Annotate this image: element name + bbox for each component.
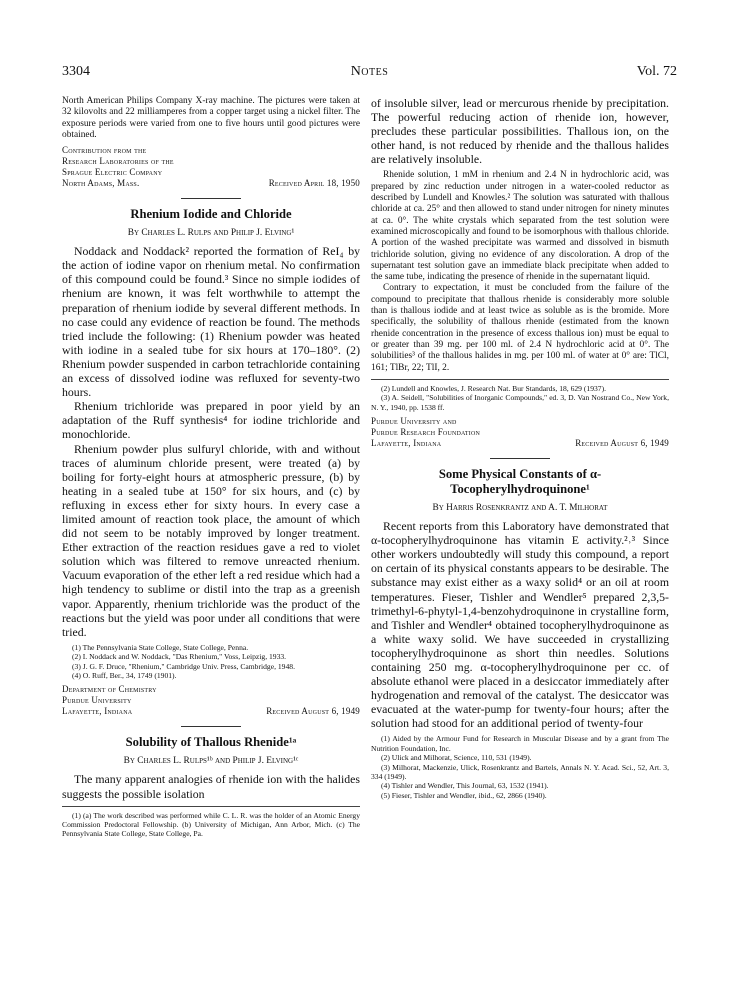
footnote: (1) Aided by the Armour Fund for Research in Muscular Disease and by a grant from The Nutrition Foundation, Inc. <box>371 734 669 753</box>
footnote-rule <box>371 379 669 380</box>
running-header <box>62 64 677 80</box>
body-paragraph: Noddack and Noddack² reported the formation of ReI₄ by the action of iodine vapor on rhenium metal. No confirmation of this compound could be found.³ Since no simple iodides of rhenium are known, it was felt worthwhile to attempt the preparation of rhenium iodide by several different methods. In no case could any evidence of reaction be found. The methods tried include the following: (1) Rhenium powder was heated with iodine in a sealed tube for six hours at 170–180°. (2) Rhenium powder suspended in carbon tetrachloride containing an excess of dissolved iodine was refluxed for seventy-two hours. <box>62 244 360 400</box>
footnote: (3) Milhorat, Mackenzie, Ulick, Rosenkrantz and Bartels, Annals N. Y. Acad. Sci., 52, Art. 3, 334 (1949). <box>371 762 669 782</box>
affiliation-line: Purdue University and <box>371 416 457 427</box>
affiliation-received <box>371 438 669 449</box>
article-title-rhenium-iodide: Rhenium Iodide and Chloride <box>130 207 292 222</box>
footnote: (2) Ulick and Milhorat, Science, 110, 531 (1949). <box>381 753 532 763</box>
body-paragraph: Recent reports from this Laboratory have demonstrated that α-tocopherylhydroquinone has vitamin E activity.²˒³ Since other workers undoubtedly will study this compound, a report on certain of its physical constants appears to be desirable. The substance may exist either as a waxy solid⁴ or an oil at room temperatures. Fieser, Tishler and Wendler⁵ prepared 2,3,5-trimethyl-6-phytyl-1,4-benzohydroquinone in crystalline form, and Tishler and Wendler⁴ obtained tocopherylhydroquinone as a white waxy solid. We have succeeded in crystallizing tocopherylhydroquinone as short thin needles. Solutions containing 250 mg. α-tocopherylhydroquinone per cc. of absolute ethanol were placed in a desiccator immediately after hydrogenation and removal of the catalyst. The desiccator was evacuated at the water-pump for twenty-four hours; after the solution had stood for an additional period of twenty-four <box>371 519 669 731</box>
byline-tocopherylhydroquinone: By Harris Rosenkrantz and A. T. Milhorat <box>432 503 608 514</box>
article-divider <box>181 726 241 727</box>
body-paragraph: Rhenium trichloride was prepared in poor yield by an adaptation of the Ruff synthesis⁴ for iodine trichloride and monochloride. <box>62 399 360 442</box>
article-divider <box>490 458 550 459</box>
footnote: (1) The Pennsylvania State College, State College, Penna. <box>72 642 249 652</box>
received-date: Received August 6, 1949 <box>266 706 360 717</box>
page-number: 3304 <box>62 64 90 79</box>
affiliation-line: Purdue Research Foundation <box>371 427 481 438</box>
prev-affiliation-line: Sprague Electric Company <box>62 167 163 178</box>
article-title-tocopherylhydroquinone: Some Physical Constants of α-Tocopherylhydroquinone¹ <box>438 467 602 497</box>
affiliation-city: Lafayette, Indiana <box>371 438 442 449</box>
footnote: (2) Lundell and Knowles, J. Research Nat. Bur Standards, 18, 629 (1937). <box>381 383 607 393</box>
article-title-thallous-rhenide: Solubility of Thallous Rhenide¹ᵃ <box>125 735 297 750</box>
prev-affiliation-city: North Adams, Mass. <box>62 178 140 189</box>
footnote: (5) Fieser, Tishler and Wendler, ibid., 62, 2866 (1940). <box>381 790 547 800</box>
prev-affiliation-line: Contribution from the <box>62 145 147 156</box>
right-column <box>371 96 669 800</box>
prev-affiliation-received <box>62 178 360 189</box>
volume-label: Vol. 72 <box>636 64 677 79</box>
footnote: (4) O. Ruff, Ber., 34, 1749 (1901). <box>72 671 177 681</box>
journal-section: Notes <box>350 64 389 79</box>
byline-thallous-rhenide: By Charles L. Rulps¹ᵇ and Philip J. Elving¹ᶜ <box>123 756 299 767</box>
body-paragraph: Rhenium powder plus sulfuryl chloride, with and without traces of aluminum chloride present, were treated (a) by boiling for forty-eight hours at atmospheric pressure, (b) by heating in a sealed tube at 150° for six hours, and (c) by refluxing in excess ether for sixty hours. In every case a limited amount of reaction took place, the amount of which did not seem to be notably improved by longer treatment. Ether extraction of the reaction residues gave a red to violet solution which was filtered to remove unreacted rhenium. Vacuum evaporation of the ether left a red residue which had a high tendency to sublime or distil into the trap as a greenish vapor. Apparently, rhenium trichloride was the product of the reactions but the yield was poor under all conditions that were tried. <box>62 441 360 639</box>
affiliation-city: Lafayette, Indiana <box>62 706 133 717</box>
affiliation-line: Department of Chemistry <box>62 684 157 695</box>
footnote: (3) J. G. F. Druce, "Rhenium," Cambridge Univ. Press, Cambridge, 1948. <box>72 661 295 671</box>
prev-received-date: Received April 18, 1950 <box>268 178 360 189</box>
footnote-rule <box>62 806 360 807</box>
prev-affiliation-line: Research Laboratories of the <box>62 156 174 167</box>
body-paragraph: The many apparent analogies of rhenide ion with the halides suggests the possible isolation <box>62 772 360 801</box>
article-divider <box>181 198 241 199</box>
affiliation-received <box>62 706 360 717</box>
previous-article-tail: North American Philips Company X-ray machine. The pictures were taken at 32 kilovolts and 22 milliamperes from a copper target using a nickel filter. The exposure periods were varied from one to five hours until good pictures were obtained. <box>62 96 360 140</box>
footnote: (1) (a) The work described was performed while C. L. R. was the holder of an Atomic Energy Commission Predoctoral Fellowship. (b) University of Michigan, Ann Arbor, Mich. (c) The Pennsylvania State College, State College, Pa. <box>62 810 360 839</box>
byline-rhenium-iodide: By Charles L. Rulps and Philip J. Elving¹ <box>127 228 295 239</box>
footnote: (3) A. Seidell, "Solubilities of Inorganic Compounds," ed. 3, D. Van Nostrand Co., New York, N. Y., 1940, pp. 1538 ff. <box>371 393 669 412</box>
received-date: Received August 6, 1949 <box>575 438 669 449</box>
experimental-paragraph: Contrary to expectation, it must be concluded from the failure of the compound to precipitate that thallous rhenide is considerably more soluble than is thallous iodide and at least twice as soluble as is the bromide. More specifically, the solubility of thallous rhenide (estimated from the known rhenide concentration in the presence of excess thallous ion) must be equal to or greater than 39 mg. per 100 ml. of 2.4 N hydrochloric acid at 0°. The solubilities³ of the thallous halides in mg. per 100 ml. of water at 0° are: TlCl, 161; TlBr, 22; TlI, 2. <box>371 283 669 373</box>
footnote: (4) Tishler and Wendler, This Journal, 63, 1532 (1941). <box>381 781 549 791</box>
footnote: (2) I. Noddack and W. Noddack, "Das Rhenium," Voss, Leipzig, 1933. <box>72 652 287 662</box>
experimental-paragraph: Rhenide solution, 1 mM in rhenium and 2.4 N in hydrochloric acid, was prepared by zinc reduction under nitrogen in a water-cooled reductor as described by Lundell and Knowles.² The solution was saturated with thallous chloride at ca. 25° and then allowed to stand under nitrogen for ninety minutes at ca. 0°. The white crystals which separated from the test solution were examined microscopically and found to be isomorphous with thallous chloride. A portion of the washed precipitate was warmed and dissolved in bismuth trichloride solution, giving no evidence of any discoloration. A drop of the supernatant test solution gave an immediate black precipitate when added to the same tube, indicating the presence of rhenide in the supernatant liquid. <box>371 170 669 283</box>
body-paragraph-continued: of insoluble silver, lead or mercurous rhenide by precipitation. The powerful reducing action of rhenide ion, however, precludes these particular possibilities. Thallous ion, on the other hand, is not reduced by rhenide and the thallous halides are relatively insoluble. <box>371 96 669 167</box>
left-column <box>62 96 360 839</box>
affiliation-line: Purdue University <box>62 695 132 706</box>
